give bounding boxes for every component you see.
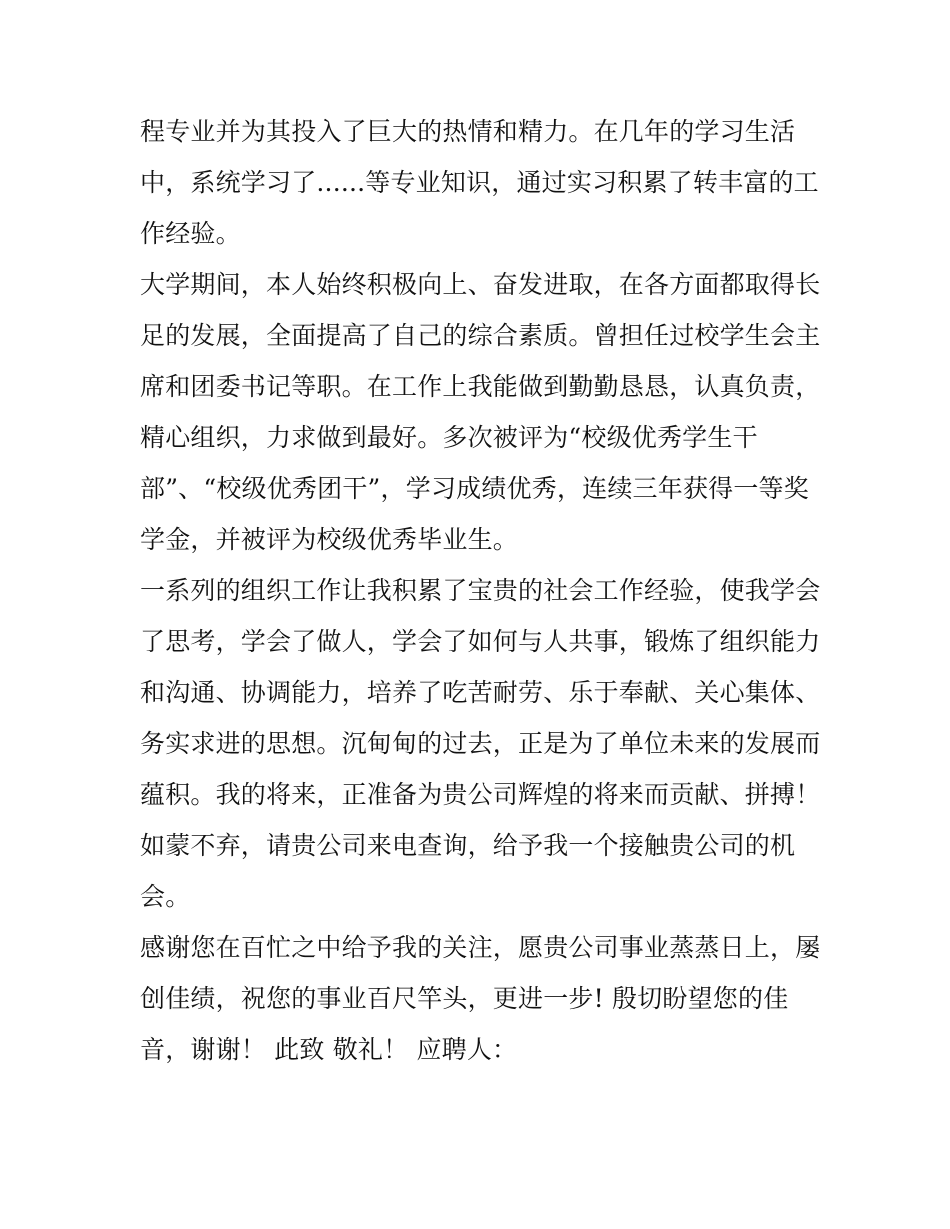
text-line: 作经验。: [140, 219, 241, 248]
text-line: 足的发展，全面提高了自己的综合素质。曾担任过校学生会主: [140, 321, 821, 350]
text-line: 程专业并为其投入了巨大的热情和精力。在几年的学习生活: [140, 117, 796, 146]
text-line: 大学期间，本人始终积极向上、奋发进取，在各方面都取得长: [140, 270, 821, 299]
text-line: 如蒙不弃，请贵公司来电查询，给予我一个接触贵公司的机: [140, 831, 796, 860]
text-line: 部”、“校级优秀团干”，学习成绩优秀，连续三年获得一等奖: [140, 474, 809, 503]
text-line: 会。: [140, 882, 191, 911]
text-line: 学金，并被评为校级优秀毕业生。: [140, 525, 519, 554]
text-line: 音，谢谢！ 此致 敬礼！ 应聘人：: [140, 1035, 518, 1064]
text-line: 和沟通、协调能力，培养了吃苦耐劳、乐于奉献、关心集体、: [140, 678, 821, 707]
letter-body: [140, 106, 820, 1075]
text-line: 精心组织，力求做到最好。多次被评为“校级优秀学生干: [140, 423, 758, 452]
text-line: 蕴积。我的将来，正准备为贵公司辉煌的将来而贡献、拼搏！: [140, 780, 821, 809]
text-line: 感谢您在百忙之中给予我的关注，愿贵公司事业蒸蒸日上，屡: [140, 933, 821, 962]
text-line: 创佳绩，祝您的事业百尺竿头，更进一步! 殷切盼望您的佳: [140, 984, 789, 1013]
text-line: 中，系统学习了......等专业知识，通过实习积累了转丰富的工: [140, 168, 819, 197]
text-line: 一系列的组织工作让我积累了宝贵的社会工作经验，使我学会: [140, 576, 821, 605]
text-line: 务实求进的思想。沉甸甸的过去，正是为了单位未来的发展而: [140, 729, 821, 758]
text-line: 了思考，学会了做人，学会了如何与人共事，锻炼了组织能力: [140, 627, 821, 656]
text-line: 席和团委书记等职。在工作上我能做到勤勤恳恳，认真负责，: [140, 372, 821, 401]
